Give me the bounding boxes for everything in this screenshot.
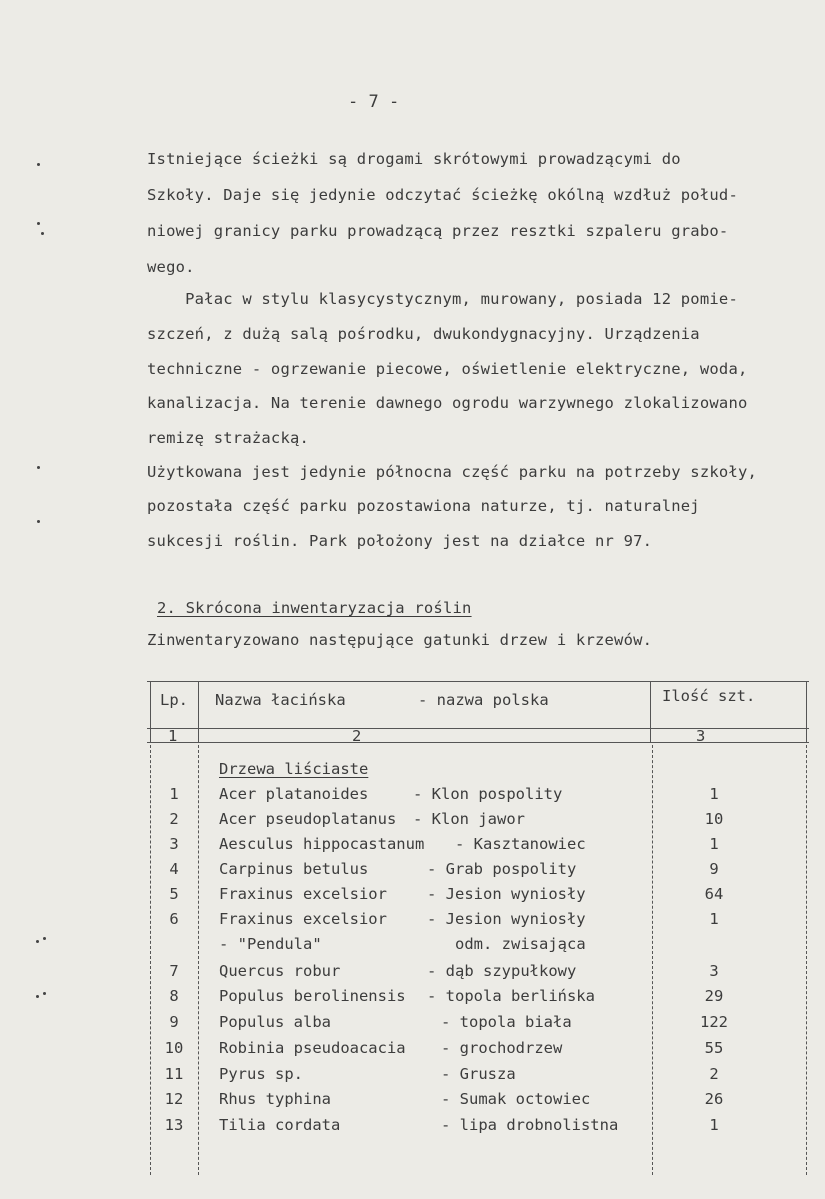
row-polish: - Jesion wyniosły <box>427 885 586 903</box>
row-qty: 1 <box>709 910 719 928</box>
row-qty: 10 <box>704 810 724 828</box>
section-intro: Zinwentaryzowano następujące gatunki drzew i krzewów. <box>147 631 653 649</box>
row-polish: - Grusza <box>441 1065 516 1083</box>
row-polish: - lipa drobnolistna <box>441 1116 619 1134</box>
colnum-3: 3 <box>696 727 706 745</box>
row-latin: Quercus robur <box>219 962 341 980</box>
paragraph-line: pozostała część parku pozostawiona naturze, tj. naturalnej <box>147 497 700 515</box>
col-divider-2 <box>650 681 651 743</box>
row-latin: Populus alba <box>219 1013 331 1031</box>
paragraph-line: szczeń, z dużą salą pośrodku, dwukondygnacyjny. Urządzenia <box>147 325 700 343</box>
col-rule-2 <box>652 745 653 1175</box>
row-lp: 4 <box>169 860 179 878</box>
row-qty: 29 <box>704 987 724 1005</box>
row-qty: 64 <box>704 885 724 903</box>
header-lp: Lp. <box>160 691 188 709</box>
paragraph-line: remizę strażacką. <box>147 429 310 447</box>
margin-dot <box>37 163 40 166</box>
row-latin: Acer pseudoplatanus <box>219 810 397 828</box>
row-lp: 8 <box>169 987 179 1005</box>
row-latin: Acer platanoides <box>219 785 369 803</box>
row-latin: Pyrus sp. <box>219 1065 303 1083</box>
margin-dot <box>37 222 40 225</box>
margin-dot <box>36 995 39 998</box>
row-latin: Aesculus hippocastanum <box>219 835 425 853</box>
margin-dot <box>37 520 40 523</box>
header-polish-name: - nazwa polska <box>418 691 549 709</box>
row-lp: 11 <box>164 1065 184 1083</box>
table-top-border <box>147 681 809 682</box>
margin-dot <box>43 992 46 995</box>
row-qty: 26 <box>704 1090 724 1108</box>
page-number: - 7 - <box>348 92 400 112</box>
row-lp: 6 <box>169 910 179 928</box>
row-lp: 7 <box>169 962 179 980</box>
row-polish: - grochodrzew <box>441 1039 563 1057</box>
group-title: Drzewa liściaste <box>219 760 369 778</box>
row-polish: - topola berlińska <box>427 987 595 1005</box>
row-qty: 2 <box>709 1065 719 1083</box>
row-polish: - topola biała <box>441 1013 572 1031</box>
table-right-border <box>806 681 807 743</box>
row-qty: 1 <box>709 1116 719 1134</box>
row-latin: - "Pendula" <box>219 935 322 953</box>
row-qty: 3 <box>709 962 719 980</box>
row-polish: - Klon jawor <box>413 810 525 828</box>
row-lp: 13 <box>164 1116 184 1134</box>
row-polish: - dąb szypułkowy <box>427 962 577 980</box>
row-polish: - Kasztanowiec <box>455 835 586 853</box>
paragraph-line: niowej granicy parku prowadzącą przez resztki szpaleru grabo- <box>147 222 729 240</box>
row-qty: 122 <box>700 1013 728 1031</box>
row-lp: 10 <box>164 1039 184 1057</box>
row-latin: Fraxinus excelsior <box>219 910 387 928</box>
row-latin: Robinia pseudoacacia <box>219 1039 406 1057</box>
header-quantity: Ilość szt. <box>662 687 756 705</box>
paragraph-line: techniczne - ogrzewanie piecowe, oświetlenie elektryczne, woda, <box>147 360 748 378</box>
row-latin: Rhus typhina <box>219 1090 331 1108</box>
header-latin-name: Nazwa łacińska <box>215 691 346 709</box>
row-latin: Carpinus betulus <box>219 860 369 878</box>
section-heading: 2. Skrócona inwentaryzacja roślin <box>157 599 472 617</box>
row-qty: 1 <box>709 835 719 853</box>
paragraph-line: Użytkowana jest jedynie północna część parku na potrzeby szkoły, <box>147 463 758 481</box>
row-lp: 9 <box>169 1013 179 1031</box>
col-rule-left <box>150 745 151 1175</box>
row-latin: Populus berolinensis <box>219 987 406 1005</box>
row-qty: 55 <box>704 1039 724 1057</box>
row-polish: - Klon pospolity <box>413 785 563 803</box>
paragraph-line: sukcesji roślin. Park położony jest na działce nr 97. <box>147 532 653 550</box>
colnum-2: 2 <box>352 727 362 745</box>
row-polish: - Grab pospolity <box>427 860 577 878</box>
colnum-separator <box>147 742 809 743</box>
header-separator <box>147 728 809 729</box>
row-lp: 1 <box>169 785 179 803</box>
paragraph-line: Istniejące ścieżki są drogami skrótowymi prowadzącymi do <box>147 150 681 168</box>
paragraph-line: kanalizacja. Na terenie dawnego ogrodu warzywnego zlokalizowano <box>147 394 748 412</box>
col-rule-1 <box>198 745 199 1175</box>
margin-dot <box>41 232 44 235</box>
col-rule-right <box>806 745 807 1175</box>
paragraph-line: wego. <box>147 258 195 276</box>
col-divider-1 <box>198 681 199 743</box>
paragraph-line: Szkoły. Daje się jedynie odczytać ścieżkę okólną wzdłuż połud- <box>147 186 738 204</box>
row-polish: - Jesion wyniosły <box>427 910 586 928</box>
margin-dot <box>43 937 46 940</box>
row-lp: 12 <box>164 1090 184 1108</box>
row-polish: - Sumak octowiec <box>441 1090 591 1108</box>
row-qty: 1 <box>709 785 719 803</box>
colnum-1: 1 <box>168 727 178 745</box>
row-lp: 5 <box>169 885 179 903</box>
row-lp: 2 <box>169 810 179 828</box>
row-lp: 3 <box>169 835 179 853</box>
row-polish: odm. zwisająca <box>455 935 586 953</box>
row-latin: Tilia cordata <box>219 1116 341 1134</box>
table-left-border <box>150 681 151 743</box>
row-qty: 9 <box>709 860 719 878</box>
margin-dot <box>37 466 40 469</box>
paragraph-line: Pałac w stylu klasycystycznym, murowany, posiada 12 pomie- <box>147 290 738 308</box>
row-latin: Fraxinus excelsior <box>219 885 387 903</box>
margin-dot <box>36 940 39 943</box>
